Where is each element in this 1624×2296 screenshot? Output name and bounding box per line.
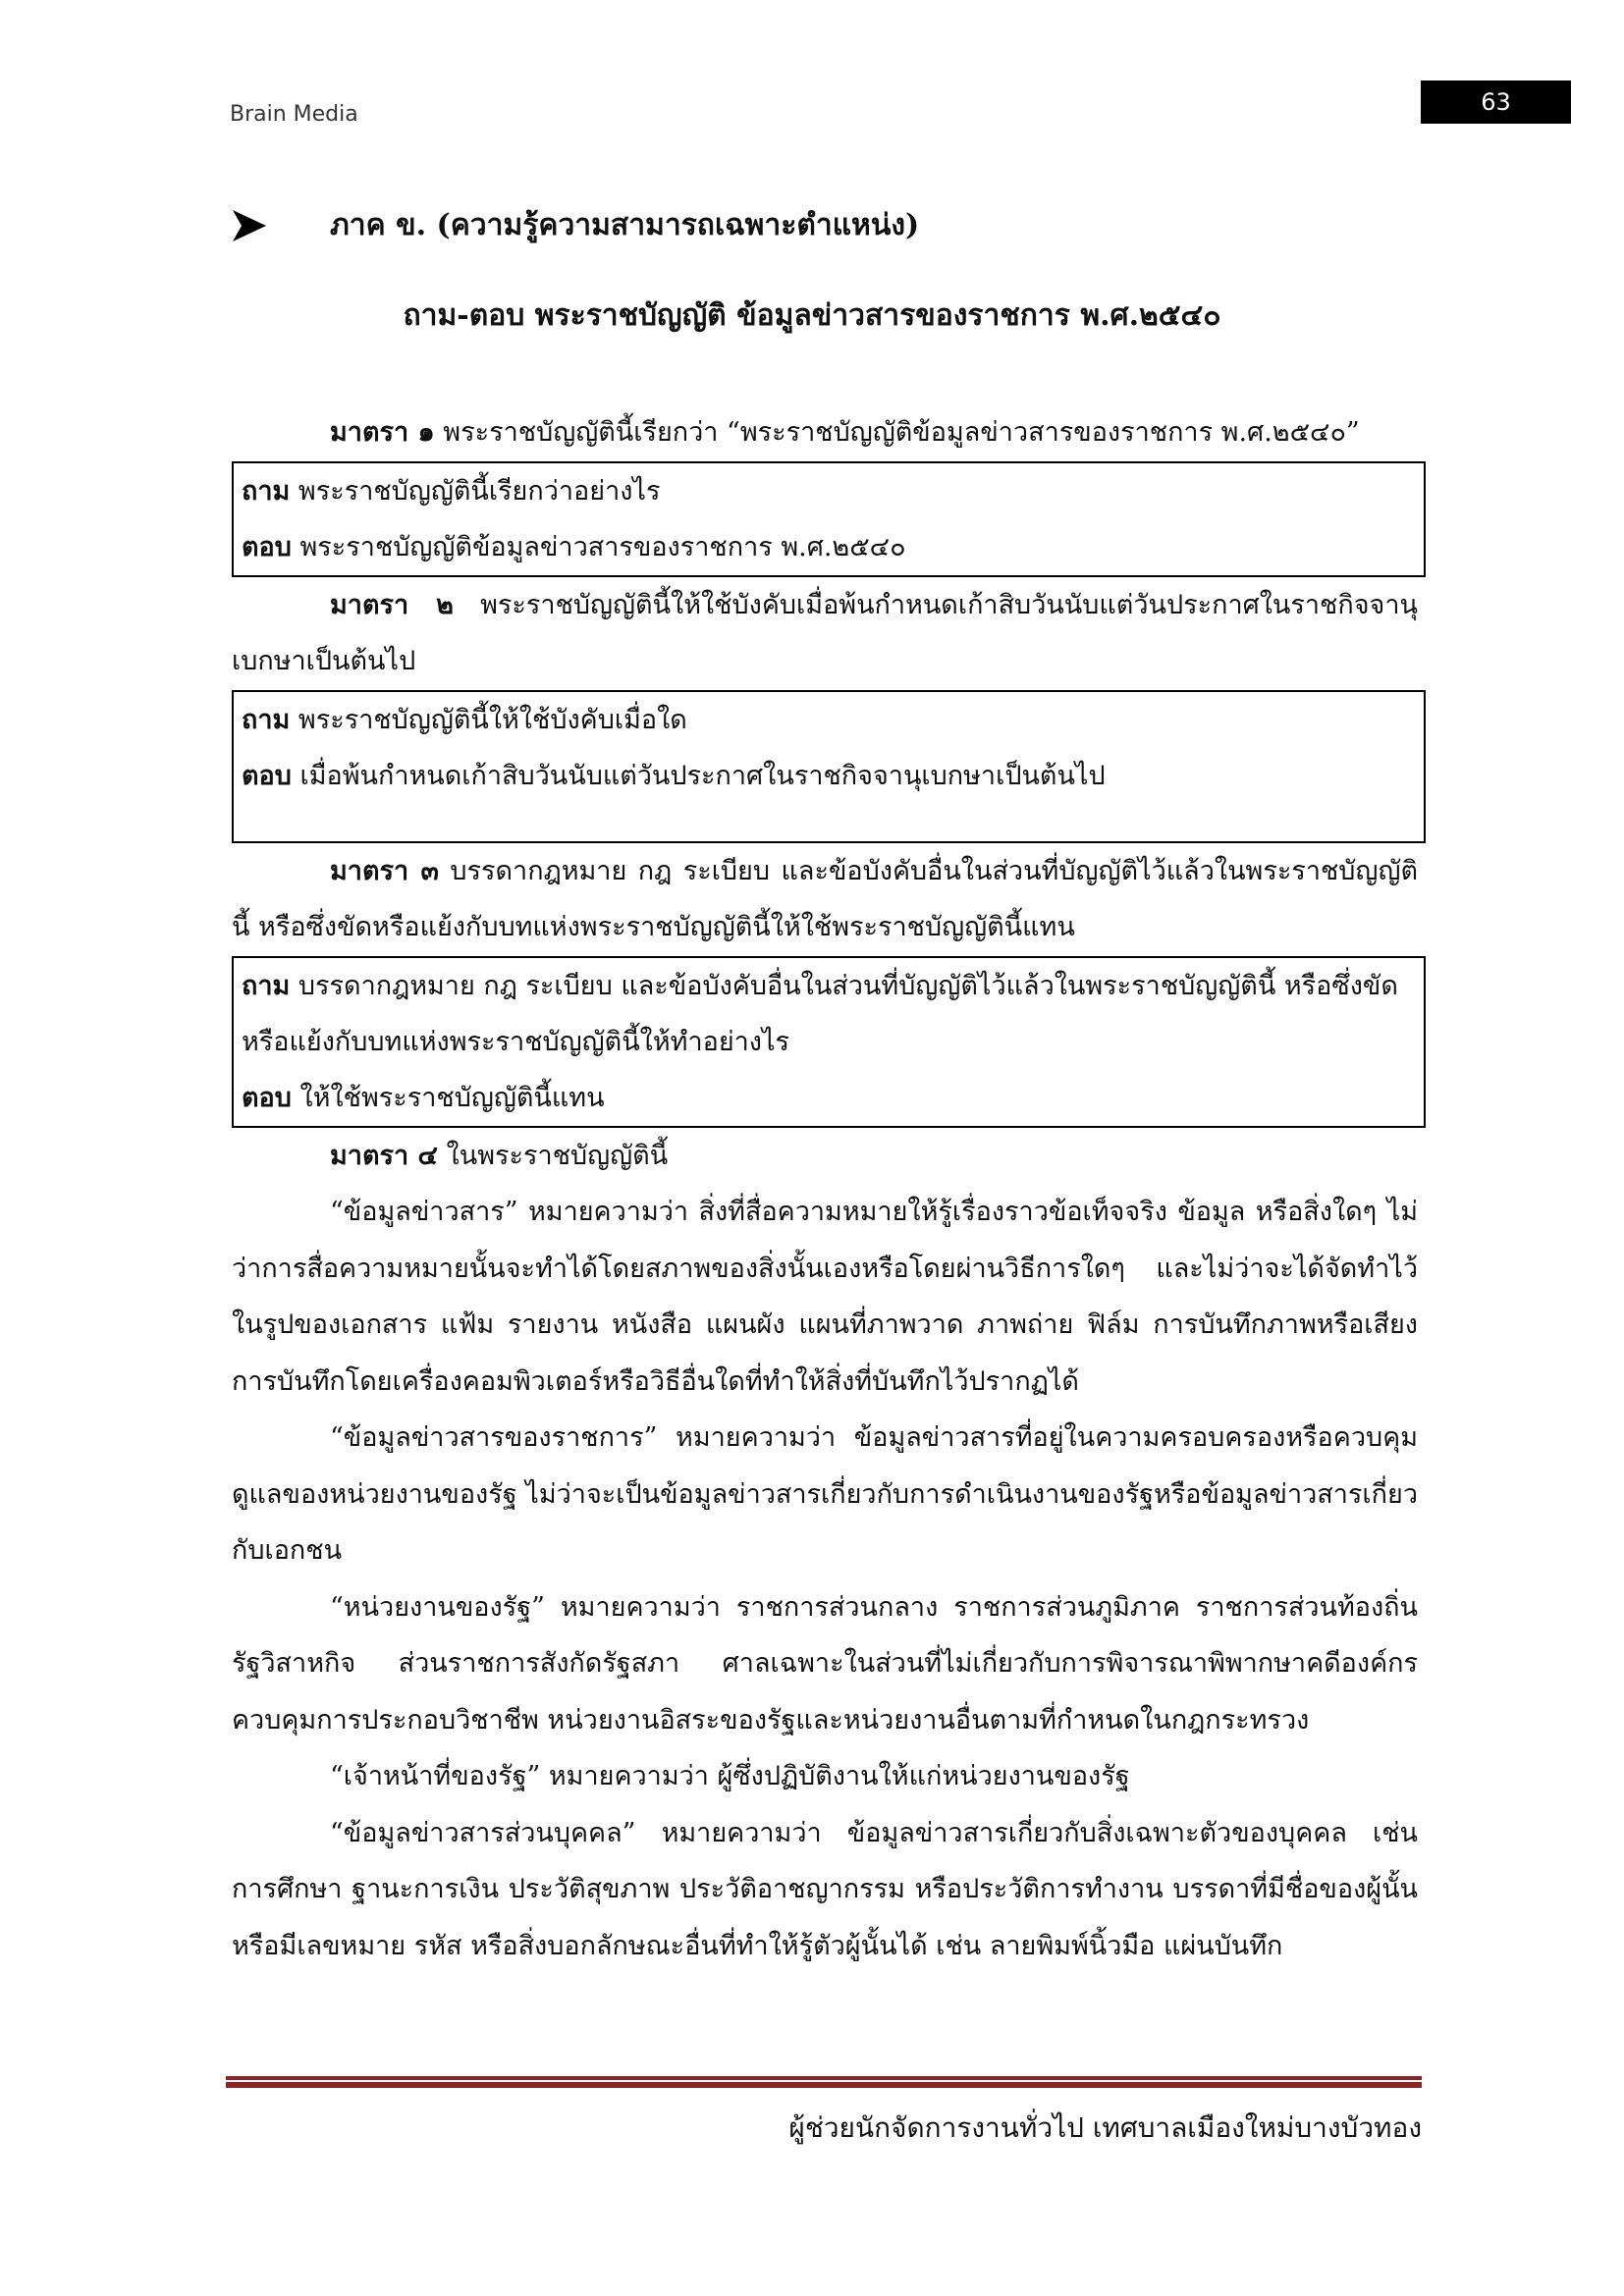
question-text: บรรดากฎหมาย กฎ ระเบียบ และข้อบังคับอื่นในส่วนที่บัญญัติไว้แล้วในพระราชบัญญัตินี้ หรือซึ่งขัดหรือแย้งกับบทแห่งพระราชบัญญัตินี้ให้ทำอย่างไร (242, 970, 1398, 1057)
definition-paragraph: “ข้อมูลข่าวสารส่วนบุคคล” หมายความว่า ข้อมูลข่าวสารเกี่ยวกับสิ่งเฉพาะตัวของบุคคล เช่น การศึกษา ฐานะการเงิน ประวัติสุขภาพ ประวัติอาชญากรรม หรือประวัติการทำงาน บรรดาที่มีชื่อของผู้นั้นหรือมีเลขหมาย รหัส หรือสิ่งบอกลักษณะอื่นที่ทำให้รู้ตัวผู้นั้นได้ เช่น ลายพิมพ์นิ้วมือ แผ่นบันทึก (232, 1817, 1418, 1961)
section-1-text (232, 404, 1418, 461)
question-label: ถาม (242, 475, 291, 507)
section-label: มาตรา ๒ (330, 589, 454, 620)
qa-box-2 (232, 690, 1426, 843)
definition-paragraph: “ข้อมูลข่าวสารของราชการ” หมายความว่า ข้อมูลข่าวสารที่อยู่ในความครอบครองหรือควบคุมดูแลของหน่วยงานของรัฐ ไม่ว่าจะเป็นข้อมูลข่าวสารเกี่ยวกับการดำเนินงานของรัฐหรือข้อมูลข่าวสารเกี่ยวกับเอกชน (232, 1422, 1418, 1566)
section-body: พระราชบัญญัตินี้ให้ใช้บังคับเมื่อพ้นกำหนดเก้าสิบวันนับแต่วันประกาศในราชกิจจานุเบกษาเป็นต้นไป (232, 589, 1418, 676)
question-text: พระราชบัญญัตินี้เรียกว่าอย่างไร (290, 475, 661, 507)
section-body: พระราชบัญญัตินี้เรียกว่า “พระราชบัญญัติข้อมูลข่าวสารของราชการ พ.ศ.๒๕๔๐” (434, 417, 1360, 448)
answer-label: ตอบ (242, 531, 292, 562)
answer-text: เมื่อพ้นกำหนดเก้าสิบวันนับแต่วันประกาศในราชกิจจานุเบกษาเป็นต้นไป (291, 760, 1106, 791)
definition-paragraph: “ข้อมูลข่าวสาร” หมายความว่า สิ่งที่สื่อความหมายให้รู้เรื่องราวข้อเท็จจริง ข้อมูล หรือสิ่งใดๆ ไม่ว่าการสื่อความหมายนั้นจะทำได้โดยสภาพของสิ่งนั้นเองหรือโดยผ่านวิธีการใดๆ และไม่ว่าจะได้จัดทำไว้ในรูปของเอกสาร แฟ้ม รายงาน หนังสือ แผนผัง แผนที่ภาพวาด ภาพถ่าย ฟิล์ม การบันทึกภาพหรือเสียง การบันทึกโดยเครื่องคอมพิวเตอร์หรือวิธีอื่นใดที่ทำให้สิ่งที่บันทึกไว้ปรากฏได้ (232, 1197, 1418, 1397)
answer-text: พระราชบัญญัติข้อมูลข่าวสารของราชการ พ.ศ.๒๕๔๐ (291, 531, 906, 562)
definition-paragraph: “หน่วยงานของรัฐ” หมายความว่า ราชการส่วนกลาง ราชการส่วนภูมิภาค ราชการส่วนท้องถิ่น รัฐวิสาหกิจ ส่วนราชการสังกัดรัฐสภา ศาลเฉพาะในส่วนที่ไม่เกี่ยวกับการพิจารณาพิพากษาคดีองค์กรควบคุมการประกอบวิชาชีพ หน่วยงานอิสระของรัฐและหน่วยงานอื่นตามที่กำหนดในกฎกระทรวง (232, 1591, 1418, 1735)
definition-paragraph: “เจ้าหน้าที่ของรัฐ” หมายความว่า ผู้ซึ่งปฏิบัติงานให้แก่หน่วยงานของรัฐ (330, 1761, 1130, 1791)
section-3-text (232, 843, 1418, 956)
question-text: พระราชบัญญัตินี้ให้ใช้บังคับเมื่อใด (290, 704, 687, 735)
answer-line (242, 519, 1416, 575)
doc-title: ถาม-ตอบ พระราชบัญญัติ ข้อมูลข่าวสารของราชการ พ.ศ.๒๕๔๐ (403, 298, 1221, 333)
answer-label: ตอบ (242, 760, 292, 791)
answer-label: ตอบ (242, 1082, 292, 1113)
section-label: มาตรา ๑ (330, 417, 435, 448)
section-label: มาตรา ๓ (330, 855, 439, 886)
answer-text: ให้ใช้พระราชบัญญัตินี้แทน (291, 1082, 605, 1113)
page-number-badge: 63 (1421, 80, 1571, 124)
footer-text: ผู้ช่วยนักจัดการงานทั่วไป เทศบาลเมืองใหม่บางบัวทอง (788, 2111, 1422, 2144)
answer-line (242, 1070, 1416, 1126)
section-2-text (232, 577, 1418, 690)
section-heading (232, 202, 919, 248)
question-line (242, 692, 1416, 748)
question-line (242, 958, 1416, 1070)
section-heading-text: ภาค ข. (ความรู้ความสามารถเฉพาะตำแหน่ง) (330, 208, 920, 242)
question-label: ถาม (242, 704, 291, 735)
section-body: บรรดากฎหมาย กฎ ระเบียบ และข้อบังคับอื่นในส่วนที่บัญญัติไว้แล้วในพระราชบัญญัตินี้ หรือซึ่งขัดหรือแย้งกับบทแห่งพระราชบัญญัตินี้ให้ใช้พระราชบัญญัตินี้แทน (232, 855, 1418, 942)
answer-line (242, 748, 1416, 804)
question-line (242, 463, 1416, 519)
section-label: มาตรา ๔ (330, 1140, 438, 1171)
qa-box-1 (232, 461, 1426, 577)
footer-rule (226, 2076, 1422, 2088)
arrowhead-bullet-icon (232, 209, 267, 242)
question-label: ถาม (242, 970, 291, 1001)
header-brand: Brain Media (230, 102, 358, 127)
section-body: ในพระราชบัญญัตินี้ (438, 1140, 669, 1171)
qa-box-3 (232, 956, 1426, 1128)
document-body (232, 404, 1418, 1974)
section-4-text (232, 1128, 1418, 1185)
